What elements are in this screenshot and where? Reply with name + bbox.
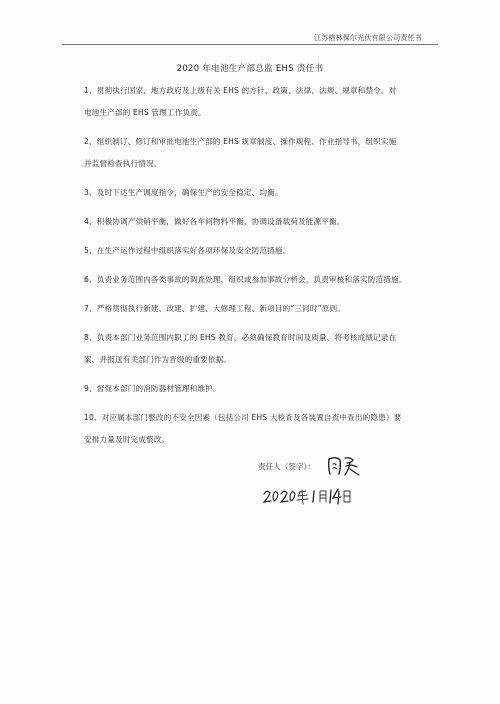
clause-item xyxy=(84,327,434,371)
clause-line: 10、对应属本部门整改的不安全因素（包括公司 EHS 大检查及各装置自查中查出的隐患）要 xyxy=(84,413,402,422)
clause-spacer xyxy=(84,371,434,378)
handwritten-date xyxy=(262,485,354,507)
clause-spacer xyxy=(84,204,434,211)
clause-item xyxy=(84,131,434,175)
clause-item xyxy=(84,407,434,451)
clause-item xyxy=(84,378,434,400)
clause-line: 并监督检查执行情况。 xyxy=(84,159,162,168)
handwritten-signature xyxy=(326,455,366,477)
clause-item xyxy=(84,240,434,262)
clause-line: 3、及时下达生产调度指令，确保生产的安全稳定、均衡。 xyxy=(84,188,283,197)
clause-item xyxy=(84,80,434,124)
clause-item xyxy=(84,182,434,204)
clause-line: 6、负责业务范围内各类事故的调查处理，组织或参加事故分析会，负责审核和落实防范措施。 xyxy=(84,275,407,284)
header-divider xyxy=(62,44,438,45)
clause-item xyxy=(84,269,434,291)
clause-spacer xyxy=(84,175,434,182)
clause-spacer xyxy=(84,124,434,131)
clause-line: 4、积极协调产供销平衡，做好各车间物料平衡，协调设备载荷及能源平衡。 xyxy=(84,217,345,226)
clause-spacer xyxy=(84,262,434,269)
clause-list xyxy=(84,80,434,451)
clause-line: 安排力量及时完成整改。 xyxy=(84,435,170,444)
clause-spacer xyxy=(84,233,434,240)
signer-label: 责任人（签字）： xyxy=(258,462,315,471)
clause-item xyxy=(84,298,434,320)
clause-line: 8、负责本部门业务范围内职工的 EHS 教育，必须确保教育时间及质量，将考核成绩记录在 xyxy=(84,333,397,342)
clause-line: 电池生产部的 EHS 管理工作负责。 xyxy=(84,108,206,117)
clause-line: 2、组织制订、修订和审批电池生产部的 EHS 规章制度、操作规程、作业指导书，组织实施 xyxy=(84,137,397,146)
document-title: 2020 年电池生产部总监 EHS 责任书 xyxy=(176,64,324,74)
clause-item xyxy=(84,211,434,233)
clause-line: 5、在生产运作过程中组织落实好各项环保及安全防范措施。 xyxy=(84,246,291,255)
clause-line: 7、严格贯彻执行新建、改建、扩建、大修理工程、新项目的“三同时”原则。 xyxy=(84,304,345,313)
clause-line: 1、贯彻执行国家、地方政府及上级有关 EHS 的方针、政策、法律、法规、规章和禁令。对 xyxy=(84,86,397,95)
clause-line: 案，并报送有关部门作为晋级的重要依据。 xyxy=(84,355,232,364)
clause-spacer xyxy=(84,400,434,407)
header-company-name: 江苏格林保尔光伏有限公司责任书 xyxy=(314,34,422,42)
clause-line: 9、督促本部门的消防器材管理和维护。 xyxy=(84,384,221,393)
clause-spacer xyxy=(84,320,434,327)
clause-spacer xyxy=(84,291,434,298)
